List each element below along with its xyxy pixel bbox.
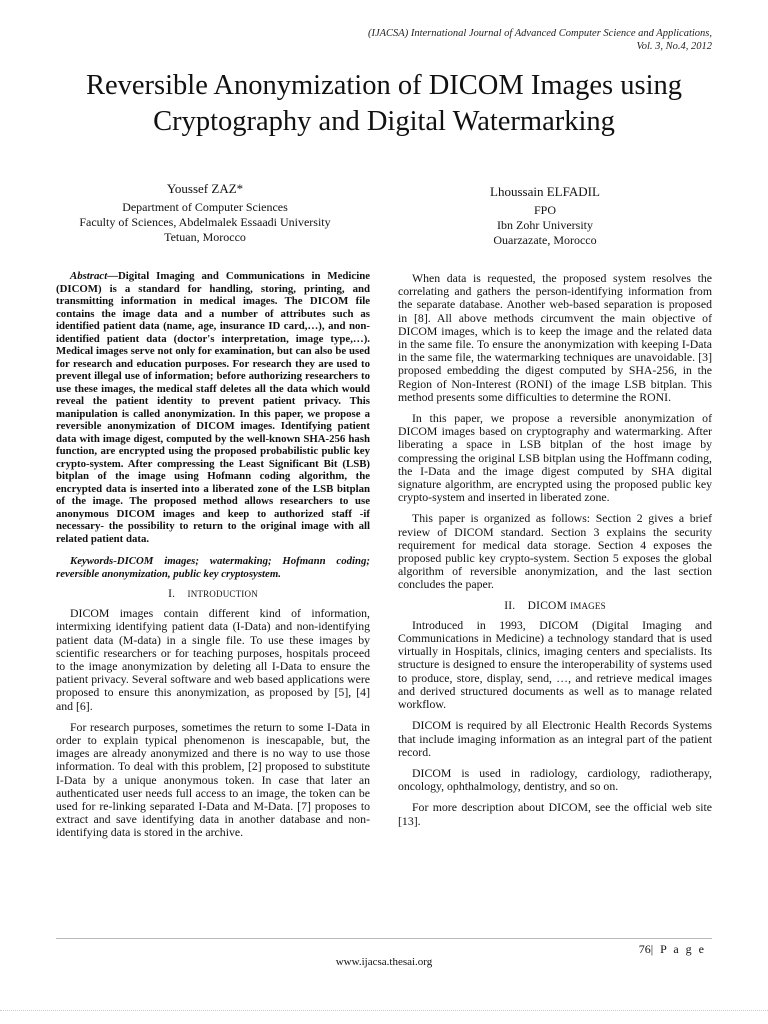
- author-block-2: [400, 184, 690, 248]
- footer-divider: [56, 938, 712, 939]
- section-title: INTRODUCTION: [187, 589, 258, 599]
- paragraph: DICOM is required by all Electronic Health Records Systems that include imaging information as an integral part of the patient record.: [398, 718, 712, 759]
- paragraph: In this paper, we propose a reversible anonymization of DICOM images based on cryptography and watermarking. After liberating a space in LSB bitplan of the host image by compressing the original LSB bitplan using the Hoffmann coding, the I-Data and the image digest computed by SHA digital signature algorithm, are encrypted using the proposed public key crypto-system and inserted in liberated zone.: [398, 411, 712, 505]
- section-heading-dicom-images: [398, 600, 712, 613]
- page-number: [639, 942, 706, 957]
- author-affiliation-line: Ouarzazate, Morocco: [493, 233, 597, 247]
- title-line-2: Cryptography and Digital Watermarking: [153, 106, 615, 137]
- author-affiliation-line: Department of Computer Sciences: [122, 200, 288, 214]
- title-line-1: Reversible Anonymization of DICOM Images using: [85, 70, 683, 101]
- author-block-1: [60, 181, 350, 245]
- author-affiliation-line: FPO: [533, 203, 556, 217]
- running-header: [368, 27, 712, 53]
- section-heading-introduction: [56, 588, 370, 601]
- author-affiliation-line: Ibn Zohr University: [497, 218, 593, 232]
- paper-title: [30, 68, 738, 140]
- abstract-text: —Digital Imaging and Communications in Medicine (DICOM) is a standard for handling, storing, printing, and transmitting information in medical images. The DICOM file contains the image data and a number of attributes such as identified patient data (name, age, insurance ID card,…), and non-identified patient data (doctor's interpretation, image type,…). Medical images serve not only for examination, but can also be used for research and education purposes. For research they are used to prevent illegal use of information; before authorizing researchers to use these images, the medical staff deletes all the data which would reveal the patient identity to prevent patient privacy. This manipulation is called anonymization. In this paper, we propose a reversible anonymization of DICOM images. Identifying patient data with image digest, computed by the well-known SHA-256 hash function, are encrypted using the proposed probabilistic public key crypto-system. After compressing the Least Significant Bit (LSB) bitplan of the image using Hofmann coding algorithm, the encrypted data is inserted into a liberated zone of the LSB bitplan of the image. The proposed method allows researchers to use anonymous DICOM images and keep to authorized staff -if necessary- the possibility to return to the original image with all related patient data.: [56, 270, 370, 545]
- right-column: [398, 272, 712, 836]
- section-number: I.: [168, 588, 176, 600]
- author-name: Youssef ZAZ*: [166, 181, 244, 196]
- author-name: Lhoussain ELFADIL: [490, 184, 600, 199]
- section-title-b: IMAGES: [570, 600, 606, 611]
- abstract-lead: Abstract: [70, 270, 108, 282]
- paragraph: For research purposes, sometimes the return to some I-Data in order to explain typical phenomenon is inescapable, but, the images are already anonymized and there is no way to use those information. To deal with this problem, [2] proposed to substitute I-Data by a unique anonymous token. In case that later an authenticated user needs full access to an image, the token can be used for re-linking separated I-Data and M-Data. [7] proposes to extract and save identifying data in another database and non-identifying data is stored in the archive.: [56, 719, 370, 840]
- author-affiliation-line: Tetuan, Morocco: [164, 230, 246, 244]
- page-label: | P a g e: [650, 942, 706, 956]
- journal-name: (IJACSA) International Journal of Advanced Computer Science and Applications,: [367, 28, 712, 39]
- bottom-edge-divider: [0, 1010, 768, 1011]
- author-affiliation-line: Faculty of Sciences, Abdelmalek Essaadi University: [79, 215, 331, 229]
- paragraph: DICOM is used in radiology, cardiology, radiotherapy, oncology, ophthalmology, dentistry, and so on.: [398, 765, 712, 794]
- page-number-value: 76: [638, 942, 651, 956]
- left-column: [56, 270, 370, 848]
- paragraph: Introduced in 1993, DICOM (Digital Imaging and Communications in Medicine) a technology standard that is used virtually in Hospitals, clinics, imaging centers and specialists. Its structure is designed to ensure the interoperability of systems used to produce, store, display, send, …, and retrieve medical images and derived structured documents as well as to manage related workflow.: [398, 617, 712, 712]
- keywords: Keywords-DICOM images; watermaking; Hofmann coding; reversible anonymization, public key cryptosystem.: [56, 555, 370, 580]
- abstract: [56, 270, 370, 545]
- paragraph: For more description about DICOM, see the official web site [13].: [398, 800, 712, 828]
- journal-website: www.ijacsa.thesai.org: [335, 956, 433, 968]
- paragraph: DICOM images contain different kind of information, intermixing identifying patient data (I-Data) and non-identifying patient data (M-data) in a single file. To use these images by scientific researchers or for teaching purposes, hospitals proceed to the image anonymization by deleting all I-Data to ensure the patient privacy. Several software and web based applications were proposed to ensure this anonymization, as proposed by [5], [4] and [6].: [56, 606, 370, 713]
- journal-volume: Vol. 3, No.4, 2012: [636, 41, 712, 52]
- paragraph: When data is requested, the proposed system resolves the correlating and gathers the person-identifying information from the separate database. Another web-based separation is proposed in [8]. All above methods circumvent the main objective of DICOM images, which is to keep the image and the related data in the same file. To ensure the anonymization with keeping I-Data in the same file, the watermarking techniques are unavoidable. [3] proposed embedding the digest computed by SHA-256, in the Region of Non-Interest (RONI) of the image LSB bitplan. This method presents some difficulties to determine the RONI.: [398, 271, 712, 404]
- section-title-a: DICOM: [527, 599, 567, 612]
- section-number: II.: [504, 599, 516, 612]
- paragraph: This paper is organized as follows: Section 2 gives a brief review of DICOM standard. Section 3 explains the security requirement for medical data storage. Section 4 exposes the proposed public key crypto-system. Section 5 exposes the global algorithm of reversible anonymization, and the last section concludes the paper.: [398, 511, 712, 592]
